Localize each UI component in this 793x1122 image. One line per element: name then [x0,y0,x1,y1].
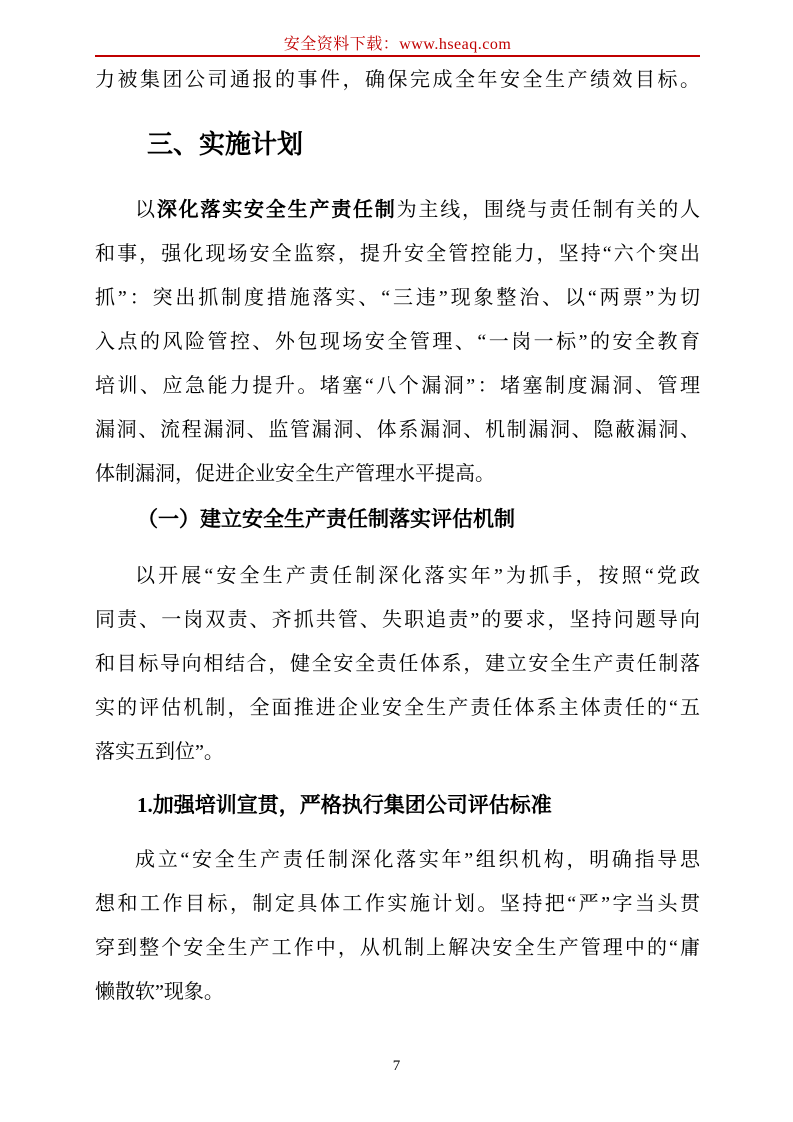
text-line [95,642,700,686]
text-segment: 以开展“安全生产责任制深化落实年”为抓手，按照“党政 [135,565,700,587]
paragraph-2 [95,554,700,774]
text-segment: 落实五到位”。 [95,741,224,763]
text-line [95,554,700,598]
text-line [95,188,700,232]
text-segment: 穿到整个安全生产工作中，从机制上解决安全生产管理中的“庸 [95,937,700,959]
point-heading: 1.加强培训宣贯，严格执行集团公司评估标准 [137,793,552,817]
text-segment: 懒散软”现象。 [95,981,224,1003]
text-segment: 同责、一岗双责、齐抓共管、失职追责”的要求，坚持问题导向 [95,609,700,631]
text-segment: 力被集团公司通报的事件，确保完成全年安全生产绩效目标。 [95,69,700,91]
text-line [95,232,700,276]
text-line [95,408,700,452]
text-line [95,320,700,364]
text-line [95,276,700,320]
text-segment: 为主线，围绕与责任制有关的人 [396,199,701,221]
text-line [95,926,700,970]
page-header [95,0,700,54]
text-segment: 体制漏洞，促进企业安全生产管理水平提高。 [95,463,495,485]
text-line [95,686,700,730]
text-segment: 和目标导向相结合，健全安全责任体系，建立安全生产责任制落 [95,653,700,675]
header-watermark-text: 安全资料下载：www.hseaq.com [283,36,512,53]
bold-text-segment: 深化落实安全生产责任制 [156,199,397,221]
text-segment: 培训、应急能力提升。堵塞“八个漏洞”：堵塞制度漏洞、管理 [95,375,700,397]
page-number: 7 [392,1058,401,1074]
page-footer [0,1058,793,1075]
text-line [95,452,700,496]
paragraph-1 [95,188,700,496]
text-line [95,838,700,882]
text-line [95,970,700,1014]
document-body [95,58,700,1014]
text-line [95,882,700,926]
text-segment: 以 [135,199,157,221]
subsection-heading: （一）建立安全生产责任制落实评估机制 [137,507,515,531]
text-segment: 想和工作目标，制定具体工作实施计划。坚持把“严”字当头贯 [95,893,700,915]
text-segment: 和事，强化现场安全监察，提升安全管控能力，坚持“六个突出 [95,243,700,265]
text-line [95,598,700,642]
text-segment: 抓”：突出抓制度措施落实、“三违”现象整治、以“两票”为切 [95,287,700,309]
text-line [95,58,700,102]
text-line [95,730,700,774]
text-segment: 入点的风险管控、外包现场安全管理、“一岗一标”的安全教育 [95,331,700,353]
text-line [95,364,700,408]
text-segment: 实的评估机制，全面推进企业安全生产责任体系主体责任的“五 [95,697,700,719]
section-heading: 三、实施计划 [147,130,304,159]
paragraph-3 [95,838,700,1014]
text-segment: 漏洞、流程漏洞、监管漏洞、体系漏洞、机制漏洞、隐蔽漏洞、 [95,419,700,441]
text-segment: 成立“安全生产责任制深化落实年”组织机构，明确指导思 [135,849,700,871]
header-rule [95,55,700,57]
paragraph-intro [95,58,700,102]
